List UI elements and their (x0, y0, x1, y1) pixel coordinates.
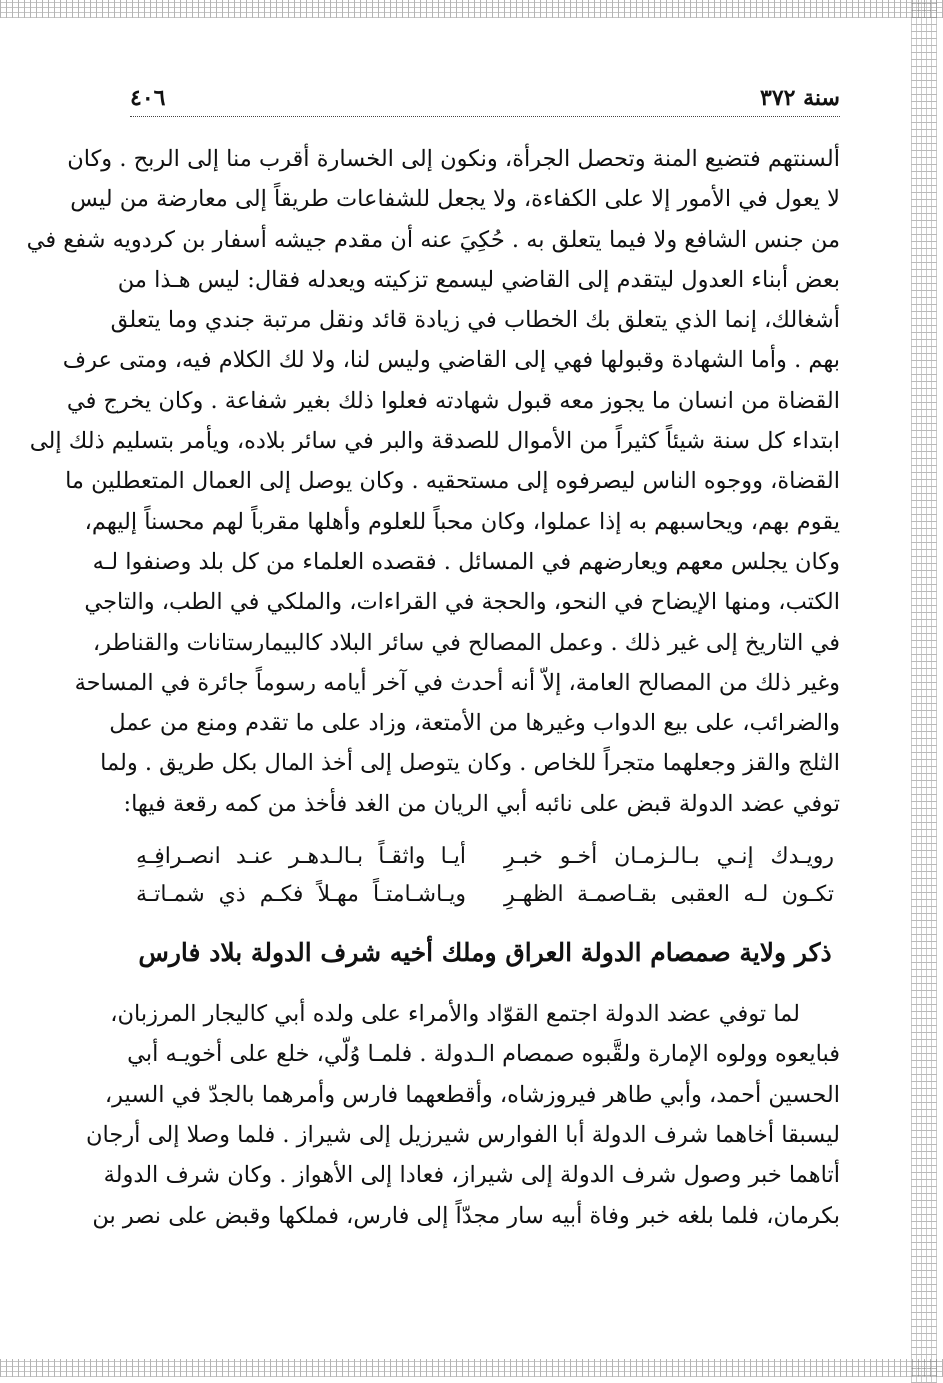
running-title: سنة ٣٧٢ (760, 85, 840, 111)
text-line: والضرائب، على بيع الدواب وغيرها من الأمتعة، وزاد على ما تقدم ومنع من عمل (109, 710, 840, 737)
verse-first-hemistich: رويـدك إنـي بـالـزمـان أخـو خبـرِ (504, 844, 834, 870)
page-header (130, 80, 840, 117)
verse-second-hemistich: أيـا واثقـاً بـالـدهـر عنـد انصـرافِـهِ (136, 844, 466, 870)
text-line: الحسين أحمد، وأبي طاهر فيروزشاه، وأقطعهما فارس وأمرهما بالجدّ في السير، (104, 1081, 840, 1108)
poem-verse (130, 838, 840, 876)
text-line: لما توفي عضد الدولة اجتمع القوّاد والأمراء على ولده أبي كاليجار المرزبان، (110, 1001, 800, 1028)
page-number: ٤٠٦ (130, 85, 166, 111)
text-line: لا يعول في الأمور إلا على الكفاءة، ولا يجعل للشفاعات طريقاً إلى معارضة من ليس (70, 186, 840, 213)
page-border-right (911, 0, 937, 1383)
text-line: في التاريخ إلى غير ذلك . وعمل المصالح في سائر البلاد كالبيمارستانات والقناطر، (92, 629, 840, 656)
page-border-top (0, 0, 943, 18)
text-line: أتاهما خبر وصول شرف الدولة إلى شيراز، فعادا إلى الأهواز . وكان شرف الدولة (103, 1162, 840, 1189)
section-heading: ذكر ولاية صمصام الدولة العراق وملك أخيه شرف الدولة بلاد فارس (138, 938, 832, 968)
main-text (26, 139, 840, 1236)
text-line: القضاة، ووجوه الناس ليصرفوه إلى مستحقيه . وكان يوصل إلى العمال المتعطلين ما (65, 468, 840, 495)
poem-verse (130, 876, 840, 914)
text-line: الثلج والقز وجعلهما متجراً للخاص . وكان يتوصل إلى أخذ المال بكل طريق . ولما (100, 750, 840, 777)
text-line: بعض أبناء العدول ليتقدم إلى القاضي ليسمع تزكيته ويعدله فقال: ليس هـذا من (117, 266, 840, 293)
text-line: بهم . وأما الشهادة وقبولها فهي إلى القاضي وليس لنا، ولا لك الكلام فيه، ومتى عرف (62, 347, 840, 374)
verse-first-hemistich: تكـون لـه العقبى بقـاصمـة الظهـرِ (504, 882, 834, 908)
text-line: وغير ذلك من المصالح العامة، إلاّ أنه أحدث في آخر أيامه رسوماً جائرة في المساحة (74, 669, 840, 696)
text-line: بكرمان، فلما بلغه خبر وفاة أبيه سار مجدّاً إلى فارس، فملكها وقبض على نصر بن (92, 1202, 840, 1229)
text-line: ابتداء كل سنة شيئاً كثيراً من الأموال للصدقة والبر في سائر بلاده، ويأمر بتسليم ذلك إلى (29, 428, 840, 455)
text-line: وكان يجلس معهم ويعارضهم في المسائل . فقصده العلماء من كل بلد وصنفوا لـه (92, 548, 840, 575)
text-line: توفي عضد الدولة قبض على نائبه أبي الريان من الغد فأخذ من كمه رقعة فيها: (123, 790, 840, 817)
page-border-bottom (0, 1359, 943, 1377)
text-line: القضاة من انسان ما يجوز معه قبول شهادته فعلوا ذلك بغير شفاعة . وكان يخرج في (66, 387, 840, 414)
text-line: ليسبقا أخاهما شرف الدولة أبا الفوارس شيرزيل إلى شيراز . فلما وصلا إلى أرجان (86, 1121, 840, 1148)
text-line: يقوم بهم، ويحاسبهم به إذا عملوا، وكان محباً للعلوم وأهلها مقرباً لهم محسناً إليهم، (84, 508, 840, 535)
book-page (26, 80, 840, 1340)
verse-second-hemistich: ويـاشـامتـاً مهـلاً فكـم ذي شمـاتـة (136, 882, 466, 908)
text-line: ألسنتهم فتضيع المنة وتحصل الجرأة، ونكون إلى الخسارة أقرب منا إلى الربح . وكان (67, 146, 840, 172)
text-line: أشغالك، إنما الذي يتعلق بك الخطاب في زيادة قائد ونقل مرتبة جندي وما يتعلق (110, 307, 840, 334)
text-line: فبايعوه وولوه الإمارة ولقَّبوه صمصام الـدولة . فلمـا وُلّي، خلع على أخويـه أبي (127, 1041, 840, 1068)
poem (130, 838, 840, 914)
text-line: الكتب، ومنها الإيضاح في النحو، والحجة في القراءات، والملكي في الطب، والتاجي (84, 589, 840, 616)
text-line: من جنس الشافع ولا فيما يتعلق به . حُكِيَ عنه أن مقدم جيشه أسفار بن كردويه شفع في (26, 226, 840, 253)
